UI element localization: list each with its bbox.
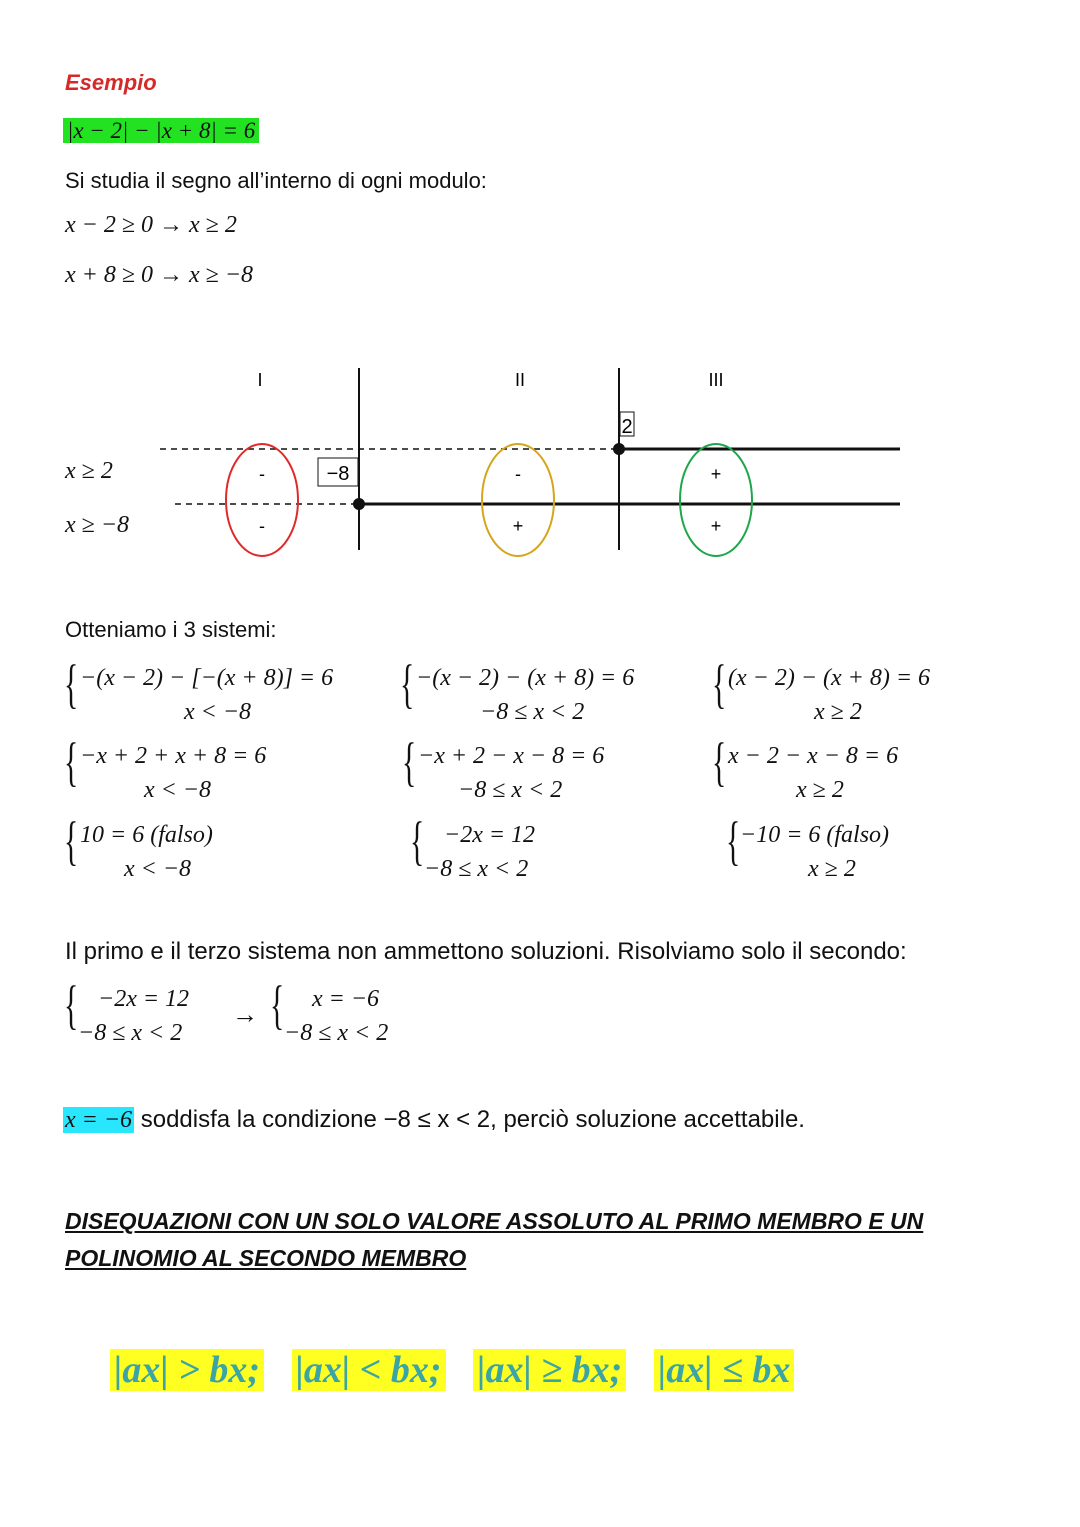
intro-text: Si studia il segno all’interno di ogni modulo: bbox=[65, 168, 487, 193]
form-le: |ax| ≤ bx bbox=[654, 1349, 795, 1391]
row-label-1: x ≥ 2 bbox=[65, 458, 113, 484]
region-label-2: II bbox=[514, 370, 526, 390]
system-3-step-2: { x − 2 − x − 8 = 6 x ≥ 2 bbox=[712, 732, 899, 803]
solution-line bbox=[63, 1106, 805, 1134]
sign-II-row2: + bbox=[512, 516, 524, 536]
row-label-2: x ≥ −8 bbox=[65, 512, 130, 538]
sign-I-row2: - bbox=[259, 516, 265, 536]
section-heading-line1: DISEQUAZIONI CON UN SOLO VALORE ASSOLUTO AL PRIMO MEMBRO E UN bbox=[65, 1208, 924, 1234]
system-1-step-2: { −x + 2 + x + 8 = 6 x < −8 bbox=[64, 732, 267, 803]
final-system-a: { −2x = 12 −8 ≤ x < 2 bbox=[64, 975, 190, 1046]
brace-icon: { bbox=[712, 732, 727, 792]
brace-icon: { bbox=[270, 975, 285, 1035]
condition-1: x − 2 ≥ 0 → x ≥ 2 bbox=[65, 212, 237, 238]
form-ge: |ax| ≥ bx; bbox=[473, 1349, 626, 1391]
sign-diagram bbox=[0, 350, 1080, 580]
region-3-ellipse bbox=[680, 444, 752, 556]
sign-II-row1: - bbox=[515, 464, 521, 484]
region-1-ellipse bbox=[226, 444, 298, 556]
brace-icon: { bbox=[402, 732, 417, 792]
final-system-b: { x = −6 −8 ≤ x < 2 bbox=[270, 975, 389, 1046]
brace-icon: { bbox=[726, 811, 741, 871]
brace-icon: { bbox=[64, 811, 79, 871]
example-equation: |x − 2| − |x + 8| = 6 bbox=[63, 118, 259, 144]
system-3-step-1: { (x − 2) − (x + 8) = 6 x ≥ 2 bbox=[712, 654, 931, 725]
system-1-step-1: { −(x − 2) − [−(x + 8)] = 6 x < −8 bbox=[64, 654, 334, 725]
condition-2: x + 8 ≥ 0 → x ≥ −8 bbox=[65, 262, 254, 288]
system-1-step-3: { 10 = 6 (falso) x < −8 bbox=[64, 811, 213, 882]
point-label-2: 2 bbox=[621, 416, 633, 438]
system-2-step-3: { −2x = 12 −8 ≤ x < 2 bbox=[410, 811, 536, 882]
brace-icon: { bbox=[64, 975, 79, 1035]
section-heading-line2: POLINOMIO AL SECONDO MEMBRO bbox=[65, 1245, 467, 1271]
region-label-1: I bbox=[257, 370, 263, 390]
example-title: Esempio bbox=[65, 70, 157, 95]
point-minus8 bbox=[353, 498, 365, 510]
conclusion-text: Il primo e il terzo sistema non ammettono soluzioni. Risolviamo solo il secondo: bbox=[65, 938, 907, 965]
form-gt: |ax| > bx; bbox=[110, 1349, 264, 1391]
solution-highlight: x = −6 bbox=[65, 1107, 133, 1133]
solution-text: soddisfa la condizione −8 ≤ x < 2, perciò soluzione accettabile. bbox=[140, 1106, 805, 1133]
point-2 bbox=[613, 443, 625, 455]
brace-icon: { bbox=[712, 654, 727, 714]
form-lt: |ax| < bx; bbox=[292, 1349, 446, 1391]
system-2-step-2: { −x + 2 − x − 8 = 6 −8 ≤ x < 2 bbox=[402, 732, 605, 803]
brace-icon: { bbox=[64, 732, 79, 792]
sign-III-row1: + bbox=[710, 464, 722, 484]
region-2-ellipse bbox=[482, 444, 554, 556]
system-2-step-1: { −(x − 2) − (x + 8) = 6 −8 ≤ x < 2 bbox=[400, 654, 635, 725]
systems-intro: Otteniamo i 3 sistemi: bbox=[65, 617, 277, 642]
sign-III-row2: + bbox=[710, 516, 722, 536]
brace-icon: { bbox=[64, 654, 79, 714]
system-3-step-3: { −10 = 6 (falso) x ≥ 2 bbox=[726, 811, 890, 882]
point-label-minus8: −8 bbox=[326, 463, 350, 485]
sign-I-row1: - bbox=[259, 464, 265, 484]
arrow-icon: → bbox=[232, 1000, 258, 1029]
inequality-forms bbox=[110, 1348, 794, 1392]
region-label-3: III bbox=[708, 370, 724, 390]
brace-icon: { bbox=[400, 654, 415, 714]
brace-icon: { bbox=[410, 811, 425, 871]
